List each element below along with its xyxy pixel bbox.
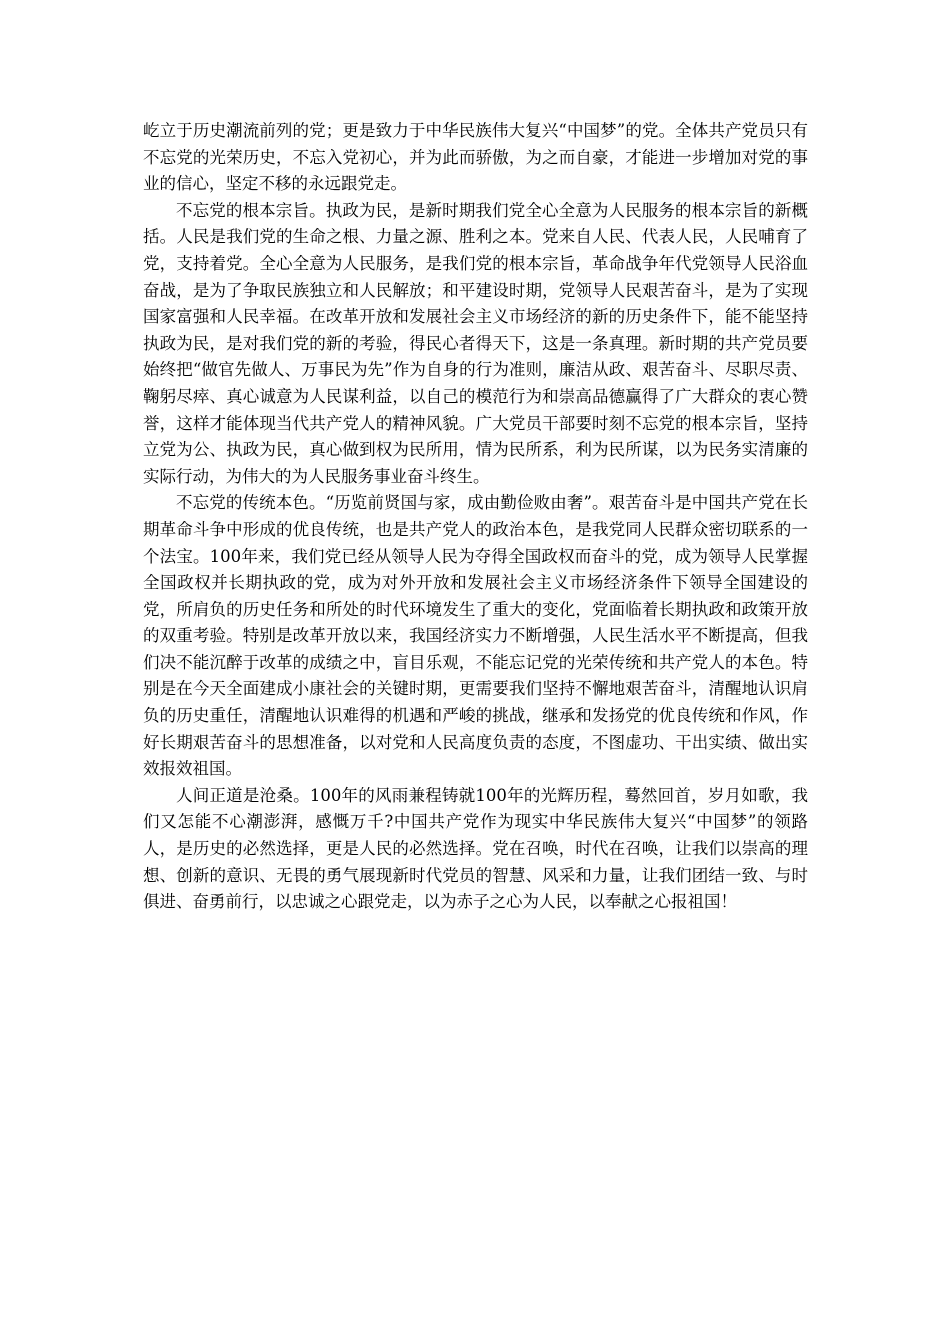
paragraph-conclusion: 人间正道是沧桑。100年的风雨兼程铸就100年的光辉历程，蓦然回首，岁月如歌，我们又怎能不心潮澎湃，感慨万千?中国共产党作为现实中华民族伟大复兴“中国梦”的领路人，是历史的必然选择，更是人民的必然选择。党在召唤，时代在召唤，让我们以崇高的理想、创新的意识、无畏的勇气展现新时代党员的智慧、风采和力量，让我们团结一致、与时俱进、奋勇前行，以忠诚之心跟党走，以为赤子之心为人民，以奉献之心报祖国！ [143,785,808,912]
document-body [143,118,808,916]
paragraph-fundamental-purpose: 不忘党的根本宗旨。执政为民，是新时期我们党全心全意为人民服务的根本宗旨的新概括。人民是我们党的生命之根、力量之源、胜利之本。党来自人民、代表人民，人民哺育了党，支持着党。全心全意为人民服务，是我们党的根本宗旨，革命战争年代党领导人民浴血奋战，是为了争取民族独立和人民解放；和平建设时期，党领导人民艰苦奋斗，是为了实现国家富强和人民幸福。在改革开放和发展社会主义市场经济的新的历史条件下，能不能坚持执政为民，是对我们党的新的考验，得民心者得天下，这是一条真理。新时期的共产党员要始终把“做官先做人、万事民为先”作为自身的行为准则，廉洁从政、艰苦奋斗、尽职尽责、鞠躬尽瘁、真心诚意为人民谋利益，以自己的模范行为和崇高品德赢得了广大群众的衷心赞誉，这样才能体现当代共产党人的精神风貌。广大党员干部要时刻不忘党的根本宗旨，坚持立党为公、执政为民，真心做到权为民所用，情为民所系，利为民所谋，以为民务实清廉的实际行动，为伟大的为人民服务事业奋斗终生。 [143,200,808,486]
paragraph-continuation: 屹立于历史潮流前列的党；更是致力于中华民族伟大复兴“中国梦”的党。全体共产党员只有不忘党的光荣历史，不忘入党初心，并为此而骄傲，为之而自豪，才能进一步增加对党的事业的信心，坚定不移的永远跟党走。 [143,121,808,194]
paragraph-traditional-character: 不忘党的传统本色。“历览前贤国与家，成由勤俭败由奢”。艰苦奋斗是中国共产党在长期革命斗争中形成的优良传统，也是共产党人的政治本色，是我党同人民群众密切联系的一个法宝。100年来，我们党已经从领导人民为夺得全国政权而奋斗的党，成为领导人民掌握全国政权并长期执政的党，成为对外开放和发展社会主义市场经济条件下领导全国建设的党，所肩负的历史任务和所处的时代环境发生了重大的变化，党面临着长期执政和政策开放的双重考验。特别是改革开放以来，我国经济实力不断增强，人民生活水平不断提高，但我们决不能沉醉于改革的成绩之中，盲目乐观，不能忘记党的光荣传统和共产党人的本色。特别是在今天全面建成小康社会的关键时期，更需要我们坚持不懈地艰苦奋斗，清醒地认识肩负的历史重任，清醒地认识难得的机遇和严峻的挑战，继承和发扬党的优良传统和作风，作好长期艰苦奋斗的思想准备，以对党和人民高度负责的态度，不图虚功、干出实绩、做出实效报效祖国。 [143,493,808,779]
